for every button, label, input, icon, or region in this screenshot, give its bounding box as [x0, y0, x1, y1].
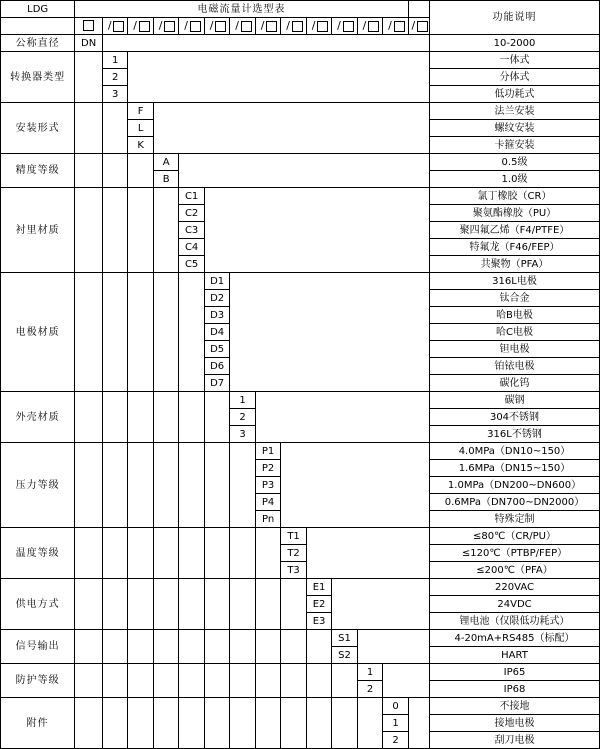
blank-cell — [102, 630, 127, 664]
blank-cell — [204, 188, 429, 273]
option-code[interactable]: 2 — [383, 732, 409, 749]
option-code[interactable]: S2 — [332, 647, 357, 664]
blank-cell — [230, 443, 255, 528]
blank-cell — [128, 579, 153, 630]
option-code[interactable]: D1 — [204, 273, 229, 290]
blank-cell — [102, 528, 127, 579]
option-code[interactable]: 2 — [102, 69, 127, 86]
category-label: 信号输出 — [1, 630, 75, 664]
option-description: 钽电极 — [430, 341, 600, 358]
code-box-cell[interactable]: / — [383, 18, 409, 35]
category-label: 压力等级 — [1, 443, 75, 528]
blank-cell — [102, 579, 127, 630]
blank-cell — [153, 392, 178, 443]
table-row — [1, 52, 600, 69]
option-description: 碳钢 — [430, 392, 600, 409]
code-box-cell[interactable]: / — [255, 18, 280, 35]
code-box-cell[interactable]: / — [408, 18, 429, 35]
option-description: 1.6MPa（DN15~150） — [430, 460, 600, 477]
blank-cell — [75, 528, 103, 579]
option-description: 10-2000 — [430, 35, 600, 52]
blank-cell — [281, 664, 306, 698]
blank-cell — [281, 698, 306, 749]
category-label: 外壳材质 — [1, 392, 75, 443]
blank-cell — [332, 664, 357, 698]
option-code[interactable]: 1 — [383, 715, 409, 732]
option-code[interactable]: K — [128, 137, 153, 154]
blank-cell — [153, 579, 178, 630]
blank-cell — [204, 698, 229, 749]
option-description: IP68 — [430, 681, 600, 698]
blank-cell — [153, 528, 178, 579]
code-box[interactable] — [241, 21, 252, 32]
option-code[interactable]: T1 — [281, 528, 306, 545]
blank-cell — [75, 273, 103, 392]
blank-cell — [102, 698, 127, 749]
option-description: 低功耗式 — [430, 86, 600, 103]
option-code[interactable]: 1 — [357, 664, 382, 681]
blank-cell — [230, 273, 430, 392]
blank-cell — [128, 273, 153, 392]
option-code[interactable]: L — [128, 120, 153, 137]
option-description: 刮刀电极 — [430, 732, 600, 749]
code-box[interactable] — [266, 21, 277, 32]
blank-cell — [204, 630, 229, 664]
code-box-cell[interactable]: / — [128, 18, 153, 35]
blank-cell — [255, 579, 280, 630]
blank-cell — [255, 392, 429, 443]
table-row — [1, 392, 600, 409]
blank-cell — [179, 443, 204, 528]
code-box[interactable] — [394, 21, 405, 32]
blank-cell — [179, 154, 430, 188]
option-description: 1.0级 — [430, 171, 600, 188]
code-box-cell[interactable]: / — [179, 18, 204, 35]
blank-cell — [128, 188, 153, 273]
option-code[interactable]: D2 — [204, 290, 229, 307]
option-code[interactable]: D5 — [204, 341, 229, 358]
blank-cell — [102, 103, 127, 154]
option-description: 聚四氟乙烯（F4/PTFE） — [430, 222, 600, 239]
option-code[interactable]: 3 — [230, 426, 255, 443]
option-description: 哈C电极 — [430, 324, 600, 341]
code-box[interactable] — [113, 21, 124, 32]
option-code[interactable]: C4 — [179, 239, 204, 256]
option-code[interactable]: P2 — [255, 460, 280, 477]
blank-cell — [204, 443, 229, 528]
desc-header: 功能说明 — [430, 1, 600, 35]
option-description: 接地电极 — [430, 715, 600, 732]
blank-cell — [128, 528, 153, 579]
option-description: 0.6MPa（DN700~DN2000） — [430, 494, 600, 511]
blank-cell — [230, 630, 255, 664]
option-code[interactable]: 2 — [357, 681, 382, 698]
blank-cell — [75, 52, 103, 103]
blank-cell — [281, 443, 430, 528]
option-description: 特殊定制 — [430, 511, 600, 528]
option-code[interactable]: 1 — [102, 52, 127, 69]
blank-cell — [255, 664, 280, 698]
code-box-cell[interactable]: / — [357, 18, 382, 35]
blank-cell — [230, 579, 255, 630]
table-row — [1, 35, 600, 52]
option-code[interactable]: S1 — [332, 630, 357, 647]
blank-cell — [128, 443, 153, 528]
table-row — [1, 579, 600, 596]
option-code[interactable]: D6 — [204, 358, 229, 375]
blank-cell — [75, 188, 103, 273]
blank-cell — [128, 154, 153, 188]
blank-cell — [179, 698, 204, 749]
blank-cell — [332, 698, 357, 749]
blank-cell — [255, 528, 280, 579]
blank-cell — [75, 443, 103, 528]
option-code[interactable]: P3 — [255, 477, 280, 494]
blank-cell — [230, 664, 255, 698]
option-code[interactable]: 0 — [383, 698, 409, 715]
code-box-cell[interactable]: / — [332, 18, 357, 35]
option-code[interactable]: DN — [75, 35, 103, 52]
option-code[interactable]: C5 — [179, 256, 204, 273]
blank-cell — [102, 273, 127, 392]
option-code[interactable]: B — [153, 171, 178, 188]
code-box-cell[interactable]: / — [281, 18, 306, 35]
category-label: 安装形式 — [1, 103, 75, 154]
table-row — [1, 698, 600, 715]
option-description: 24VDC — [430, 596, 600, 613]
table-row — [1, 528, 600, 545]
code-box-label — [1, 18, 75, 35]
blank-cell — [153, 443, 178, 528]
code-box[interactable] — [139, 21, 150, 32]
option-description: IP65 — [430, 664, 600, 681]
option-description: 钛合金 — [430, 290, 600, 307]
option-code[interactable]: 3 — [102, 86, 127, 103]
option-description: 聚氨酯橡胶（PU） — [430, 205, 600, 222]
blank-cell — [357, 698, 382, 749]
option-description: 法兰安装 — [430, 103, 600, 120]
option-description: 卡箍安装 — [430, 137, 600, 154]
category-label: 供电方式 — [1, 579, 75, 630]
code-box-cell[interactable]: / — [230, 18, 255, 35]
option-code[interactable]: P4 — [255, 494, 280, 511]
code-box-cell[interactable] — [75, 18, 103, 35]
option-description: 316L电极 — [430, 273, 600, 290]
option-code[interactable]: C2 — [179, 205, 204, 222]
blank-cell — [75, 664, 103, 698]
blank-cell — [153, 664, 178, 698]
category-label: 附件 — [1, 698, 75, 749]
blank-cell — [357, 630, 429, 664]
blank-cell — [255, 630, 280, 664]
blank-cell — [128, 392, 153, 443]
option-code[interactable]: D4 — [204, 324, 229, 341]
option-description: HART — [430, 647, 600, 664]
blank-cell — [179, 528, 204, 579]
option-code[interactable]: D3 — [204, 307, 229, 324]
option-description: 不接地 — [430, 698, 600, 715]
option-description: 0.5级 — [430, 154, 600, 171]
option-description: 特氟龙（F46/FEP） — [430, 239, 600, 256]
option-description: ≤80℃（CR/PU） — [430, 528, 600, 545]
option-description: 一体式 — [430, 52, 600, 69]
code-box[interactable] — [83, 20, 94, 31]
table-row — [1, 103, 600, 120]
option-code[interactable]: C1 — [179, 188, 204, 205]
option-description: 氯丁橡胶（CR） — [430, 188, 600, 205]
model-prefix: LDG — [1, 1, 75, 18]
blank-cell — [179, 392, 204, 443]
option-code[interactable]: Pn — [255, 511, 280, 528]
category-label: 电极材质 — [1, 273, 75, 392]
option-description: 316L不锈钢 — [430, 426, 600, 443]
blank-cell — [102, 664, 127, 698]
code-box[interactable] — [417, 21, 428, 32]
blank-cell — [306, 698, 331, 749]
blank-cell — [306, 664, 331, 698]
blank-cell — [179, 273, 204, 392]
blank-cell — [153, 273, 178, 392]
option-description: 304不锈钢 — [430, 409, 600, 426]
option-description: 220VAC — [430, 579, 600, 596]
option-description: 1.0MPa（DN200~DN600） — [430, 477, 600, 494]
option-code[interactable]: E2 — [306, 596, 331, 613]
table-row — [1, 443, 600, 460]
option-code[interactable]: C3 — [179, 222, 204, 239]
blank-cell — [75, 103, 103, 154]
category-label: 防护等级 — [1, 664, 75, 698]
option-description: 铂铱电极 — [430, 358, 600, 375]
category-label: 温度等级 — [1, 528, 75, 579]
table-row — [1, 664, 600, 681]
blank-cell — [383, 664, 430, 698]
table-row — [1, 188, 600, 205]
option-description: ≤120℃（PTBP/FEP） — [430, 545, 600, 562]
code-box[interactable] — [317, 21, 328, 32]
table-row — [1, 630, 600, 647]
category-label: 衬里材质 — [1, 188, 75, 273]
code-box[interactable] — [292, 21, 303, 32]
option-description: 螺纹安装 — [430, 120, 600, 137]
code-box-cell[interactable]: / — [153, 18, 178, 35]
table-title: 电磁流量计选型表 — [75, 1, 408, 18]
blank-cell — [204, 392, 229, 443]
blank-cell — [75, 630, 103, 664]
blank-cell — [306, 528, 429, 579]
blank-cell — [128, 664, 153, 698]
option-description: 分体式 — [430, 69, 600, 86]
category-label: 公称直径 — [1, 35, 75, 52]
option-code[interactable]: D7 — [204, 375, 229, 392]
blank-cell — [153, 698, 178, 749]
option-code[interactable]: F — [128, 103, 153, 120]
blank-cell — [102, 392, 127, 443]
blank-cell — [153, 188, 178, 273]
blank-cell — [332, 579, 430, 630]
option-code[interactable]: 1 — [230, 392, 255, 409]
code-box-cell[interactable]: / — [102, 18, 127, 35]
blank-cell — [128, 698, 153, 749]
option-description: ≤200℃（PFA） — [430, 562, 600, 579]
option-code[interactable]: 2 — [230, 409, 255, 426]
blank-cell — [102, 35, 429, 52]
blank-cell — [230, 528, 255, 579]
option-code[interactable]: E1 — [306, 579, 331, 596]
blank-cell — [75, 392, 103, 443]
code-box-cell[interactable]: / — [306, 18, 331, 35]
code-box[interactable] — [343, 21, 354, 32]
code-box[interactable] — [190, 21, 201, 32]
blank-cell — [128, 52, 430, 103]
blank-cell — [281, 630, 306, 664]
table-row — [1, 273, 600, 290]
category-label: 精度等级 — [1, 154, 75, 188]
blank-cell — [153, 630, 178, 664]
blank-cell — [230, 698, 255, 749]
blank-cell — [128, 630, 153, 664]
blank-cell — [408, 698, 429, 749]
option-description: 共聚物（PFA） — [430, 256, 600, 273]
blank-cell — [179, 579, 204, 630]
blank-cell — [75, 579, 103, 630]
blank-cell — [281, 579, 306, 630]
blank-cell — [102, 154, 127, 188]
blank-cell — [102, 188, 127, 273]
blank-cell — [204, 579, 229, 630]
option-code[interactable]: P1 — [255, 443, 280, 460]
code-box[interactable] — [368, 21, 379, 32]
code-box[interactable] — [164, 21, 175, 32]
blank-cell — [75, 154, 103, 188]
blank-cell — [75, 698, 103, 749]
category-label: 转换器类型 — [1, 52, 75, 103]
code-box-cell[interactable]: / — [204, 18, 229, 35]
table-row — [1, 154, 600, 171]
option-code[interactable]: A — [153, 154, 178, 171]
blank-cell — [179, 664, 204, 698]
option-description: 锂电池（仅限低功耗式） — [430, 613, 600, 630]
blank-cell — [255, 698, 280, 749]
blank-cell — [153, 103, 429, 154]
blank-cell — [204, 664, 229, 698]
option-description: 4-20mA+RS485（标配） — [430, 630, 600, 647]
option-description: 4.0MPa（DN10~150） — [430, 443, 600, 460]
title-row — [1, 1, 600, 18]
code-box[interactable] — [215, 21, 226, 32]
option-code[interactable]: T2 — [281, 545, 306, 562]
option-description: 碳化钨 — [430, 375, 600, 392]
spacer-cell — [408, 1, 429, 18]
blank-cell — [179, 630, 204, 664]
blank-cell — [306, 630, 331, 664]
blank-cell — [204, 528, 229, 579]
option-code[interactable]: T3 — [281, 562, 306, 579]
option-code[interactable]: E3 — [306, 613, 331, 630]
option-description: 哈B电极 — [430, 307, 600, 324]
blank-cell — [102, 443, 127, 528]
